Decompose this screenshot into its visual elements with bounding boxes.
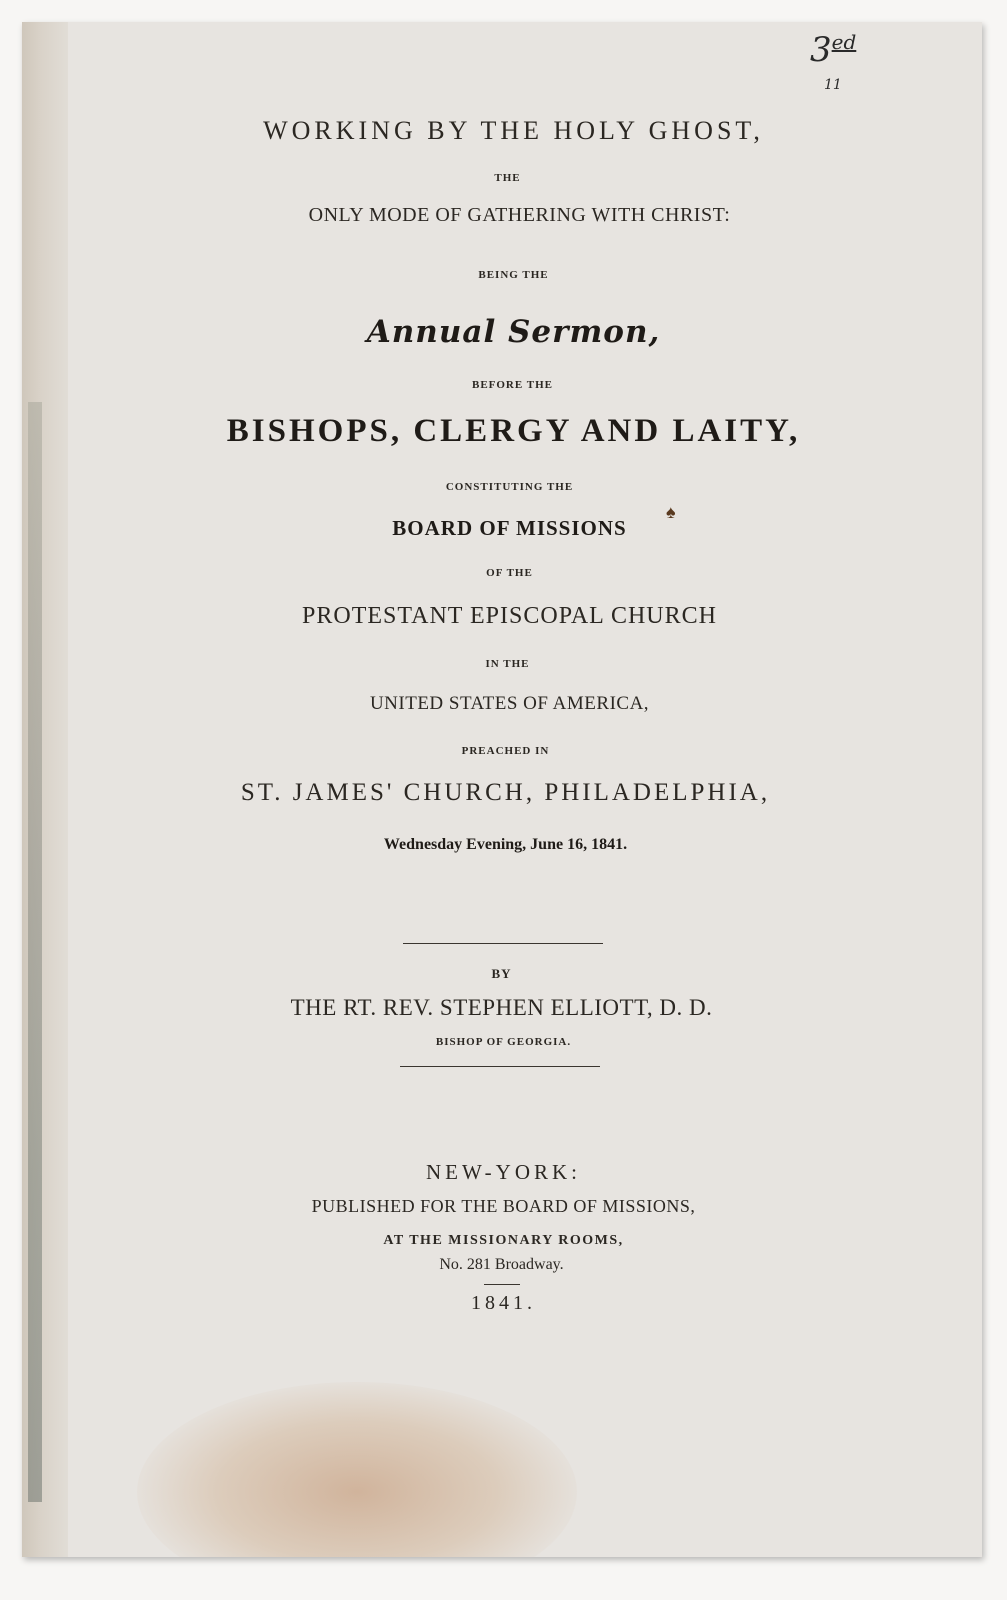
title-line-5: Annual Sermon, [366,314,661,350]
title-line-8: CONSTITUTING THE [445,481,574,493]
imprint-address: No. 281 Broadway. [439,1256,564,1273]
handwritten-note-main: 3 [810,30,832,70]
handwritten-note [810,30,856,110]
ink-mark: ♠ [666,502,676,522]
title-line-2: THE [494,172,521,184]
imprint-city: NEW-YORK: [426,1160,581,1184]
title-line-9: BOARD OF MISSIONS [392,516,627,540]
title-line-11: PROTESTANT EPISCOPAL CHURCH [302,603,717,629]
imprint-rule [484,1284,520,1285]
title-line-16: Wednesday Evening, June 16, 1841. [383,836,628,853]
title-line-15: ST. JAMES' CHURCH, PHILADELPHIA, [240,779,771,806]
author-title: BISHOP OF GEORGIA. [435,1036,572,1048]
imprint-location: AT THE MISSIONARY ROOMS, [383,1233,624,1248]
divider-top [403,943,603,944]
divider-bottom [400,1066,600,1067]
title-line-10: OF THE [486,567,533,579]
title-line-1: WORKING BY THE HOLY GHOST, [263,116,764,145]
title-line-14: PREACHED IN [461,745,550,757]
title-line-7: BISHOPS, CLERGY AND LAITY, [226,413,801,449]
title-line-3: ONLY MODE OF GATHERING WITH CHRIST: [308,204,731,226]
imprint-publisher: PUBLISHED FOR THE BOARD OF MISSIONS, [311,1196,696,1216]
title-line-13: UNITED STATES OF AMERICA, [369,693,650,714]
imprint-year: 1841. [471,1292,536,1314]
author-name: THE RT. REV. STEPHEN ELLIOTT, D. D. [290,995,713,1020]
title-line-12: IN THE [485,658,530,670]
water-stain [137,1382,577,1557]
handwritten-note-superscript: ed [831,30,857,54]
title-line-4: BEING THE [478,269,549,281]
handwritten-note-denominator: 11 [824,77,842,93]
title-line-6: BEFORE THE [471,379,553,391]
author-by: BY [491,966,512,981]
